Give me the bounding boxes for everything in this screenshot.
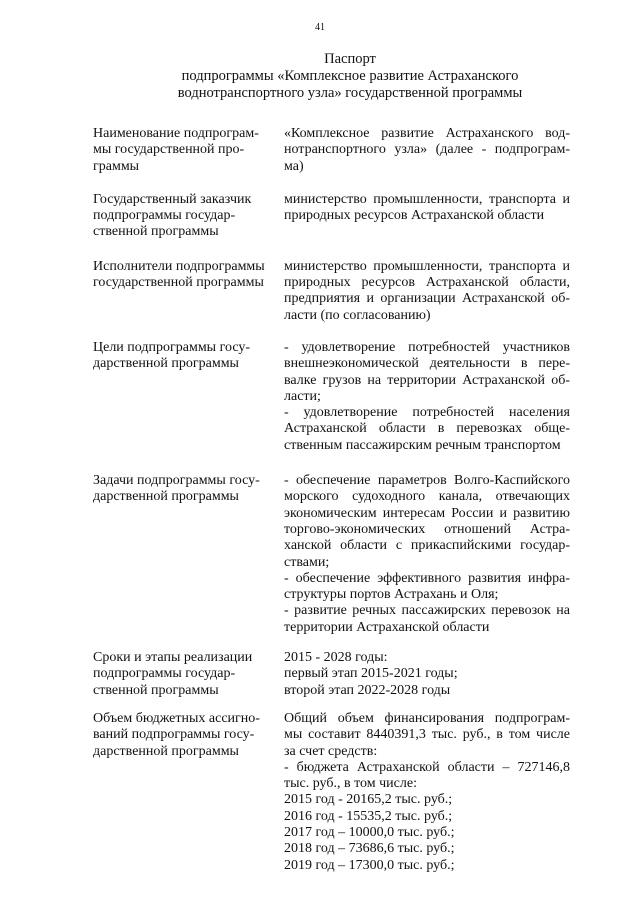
value-line: 2015 - 2028 годы:: [284, 650, 388, 666]
table-row: [93, 192, 575, 241]
label-line: мы государственной про-: [93, 142, 245, 158]
value-line: министерство промышленности, транспорта и: [284, 258, 570, 274]
row-label: [93, 473, 284, 636]
table-row: [93, 126, 575, 175]
page-number: 41: [315, 22, 325, 33]
row-label: [93, 192, 284, 241]
label-line: Цели подпрограммы госу-: [93, 339, 251, 355]
value-line: ласти;: [284, 388, 321, 404]
row-label: [93, 650, 284, 699]
value-line: второй этап 2022-2028 годы: [284, 682, 451, 698]
value-line: за счет средств:: [284, 743, 378, 759]
value-line: природных ресурсов Астраханской области,: [284, 275, 570, 291]
value-line: предприятия и организации Астраханской об-: [284, 291, 570, 307]
value-line: ханской области с прикаспийскими государ-: [284, 538, 570, 554]
label-line: государственной программы: [93, 275, 264, 291]
value-line: природных ресурсов Астраханской области: [284, 208, 545, 224]
row-label: [93, 126, 284, 175]
label-line: Задачи подпрограммы госу-: [93, 473, 260, 489]
value-line: 2017 год – 10000,0 тыс. руб.;: [284, 824, 455, 840]
value-line: «Комплексное развитие Астраханского вод-: [284, 126, 570, 141]
value-line: - удовлетворение потребностей населения: [284, 405, 570, 421]
row-label: [93, 259, 284, 324]
row-value: [284, 650, 570, 699]
value-line: нотранспортного узла» (далее - подпрограм-: [284, 142, 570, 158]
title-line: воднотранспортного узла» государственной программы: [177, 85, 523, 101]
value-line: мы составит 8440391,3 тыс. руб., в том числе: [284, 727, 570, 743]
value-line: валке грузов на территории Астраханской об-: [284, 372, 570, 388]
label-line: дарственной программы: [93, 743, 239, 759]
value-line: 2018 год – 73686,6 тыс. руб.;: [284, 841, 455, 857]
label-line: подпрограммы государ-: [93, 666, 236, 682]
value-line: ственным пассажирским речным транспортом: [284, 437, 561, 453]
label-line: Объем бюджетных ассигно-: [93, 710, 260, 726]
value-line: 2019 год – 17300,0 тыс. руб.;: [284, 857, 455, 873]
label-line: подпрограммы государ-: [93, 208, 236, 224]
value-line: Общий объем финансирования подпрограм-: [284, 710, 570, 726]
value-line: ма): [284, 158, 304, 174]
label-line: Государственный заказчик: [93, 191, 252, 207]
value-line: структуры портов Астрахань и Оля;: [284, 587, 499, 603]
label-line: дарственной программы: [93, 489, 239, 505]
label-line: дарственной программы: [93, 356, 239, 372]
label-line: Наименование подпрограм-: [93, 126, 259, 141]
value-line: экономическим интересам России и развитию: [284, 505, 570, 521]
value-line: территории Астраханской области: [284, 619, 490, 635]
value-line: - обеспечение эффективного развития инфра-: [284, 570, 570, 586]
value-line: ласти (по согласованию): [284, 307, 431, 323]
value-line: - развитие речных пассажирских перевозок на: [284, 603, 570, 619]
value-line: - удовлетворение потребностей участников: [284, 339, 570, 355]
value-line: морского судоходного канала, отвечающих: [284, 489, 570, 505]
value-line: - бюджета Астраханской области – 727146,8: [284, 759, 570, 775]
label-line: ственной программы: [93, 682, 219, 698]
table-row: [93, 259, 575, 324]
value-line: ствами;: [284, 554, 330, 570]
value-line: 2016 год - 15535,2 тыс. руб.;: [284, 808, 453, 824]
label-line: Сроки и этапы реализации: [93, 650, 253, 666]
passport-table: [93, 126, 575, 888]
row-value: [284, 126, 570, 175]
value-line: тыс. руб., в том числе:: [284, 776, 417, 792]
value-line: торгово-экономических отношений Астра-: [284, 521, 570, 537]
value-line: Астраханской области в перевозках обще-: [284, 421, 570, 437]
title-line: подпрограммы «Комплексное развитие Астраханского: [181, 68, 519, 84]
table-row: [93, 473, 575, 636]
table-row: [93, 650, 575, 699]
document-title: [150, 51, 550, 102]
label-line: Исполнители подпрограммы: [93, 258, 265, 274]
row-label: [93, 711, 284, 874]
row-value: [284, 340, 570, 454]
label-line: ственной программы: [93, 224, 219, 240]
row-value: [284, 711, 570, 874]
value-line: министерство промышленности, транспорта и: [284, 191, 570, 207]
value-line: - обеспечение параметров Волго-Каспийского: [284, 473, 570, 489]
label-line: ваний подпрограммы госу-: [93, 727, 255, 743]
row-value: [284, 259, 570, 324]
row-label: [93, 340, 284, 454]
value-line: 2015 год - 20165,2 тыс. руб.;: [284, 792, 453, 808]
row-value: [284, 192, 570, 241]
title-line: Паспорт: [324, 51, 376, 67]
label-line: граммы: [93, 158, 140, 174]
row-value: [284, 473, 570, 636]
table-row: [93, 340, 575, 454]
value-line: первый этап 2015-2021 годы;: [284, 666, 458, 682]
table-row: [93, 711, 575, 874]
value-line: внешнеэкономической деятельности в пере-: [284, 356, 570, 372]
